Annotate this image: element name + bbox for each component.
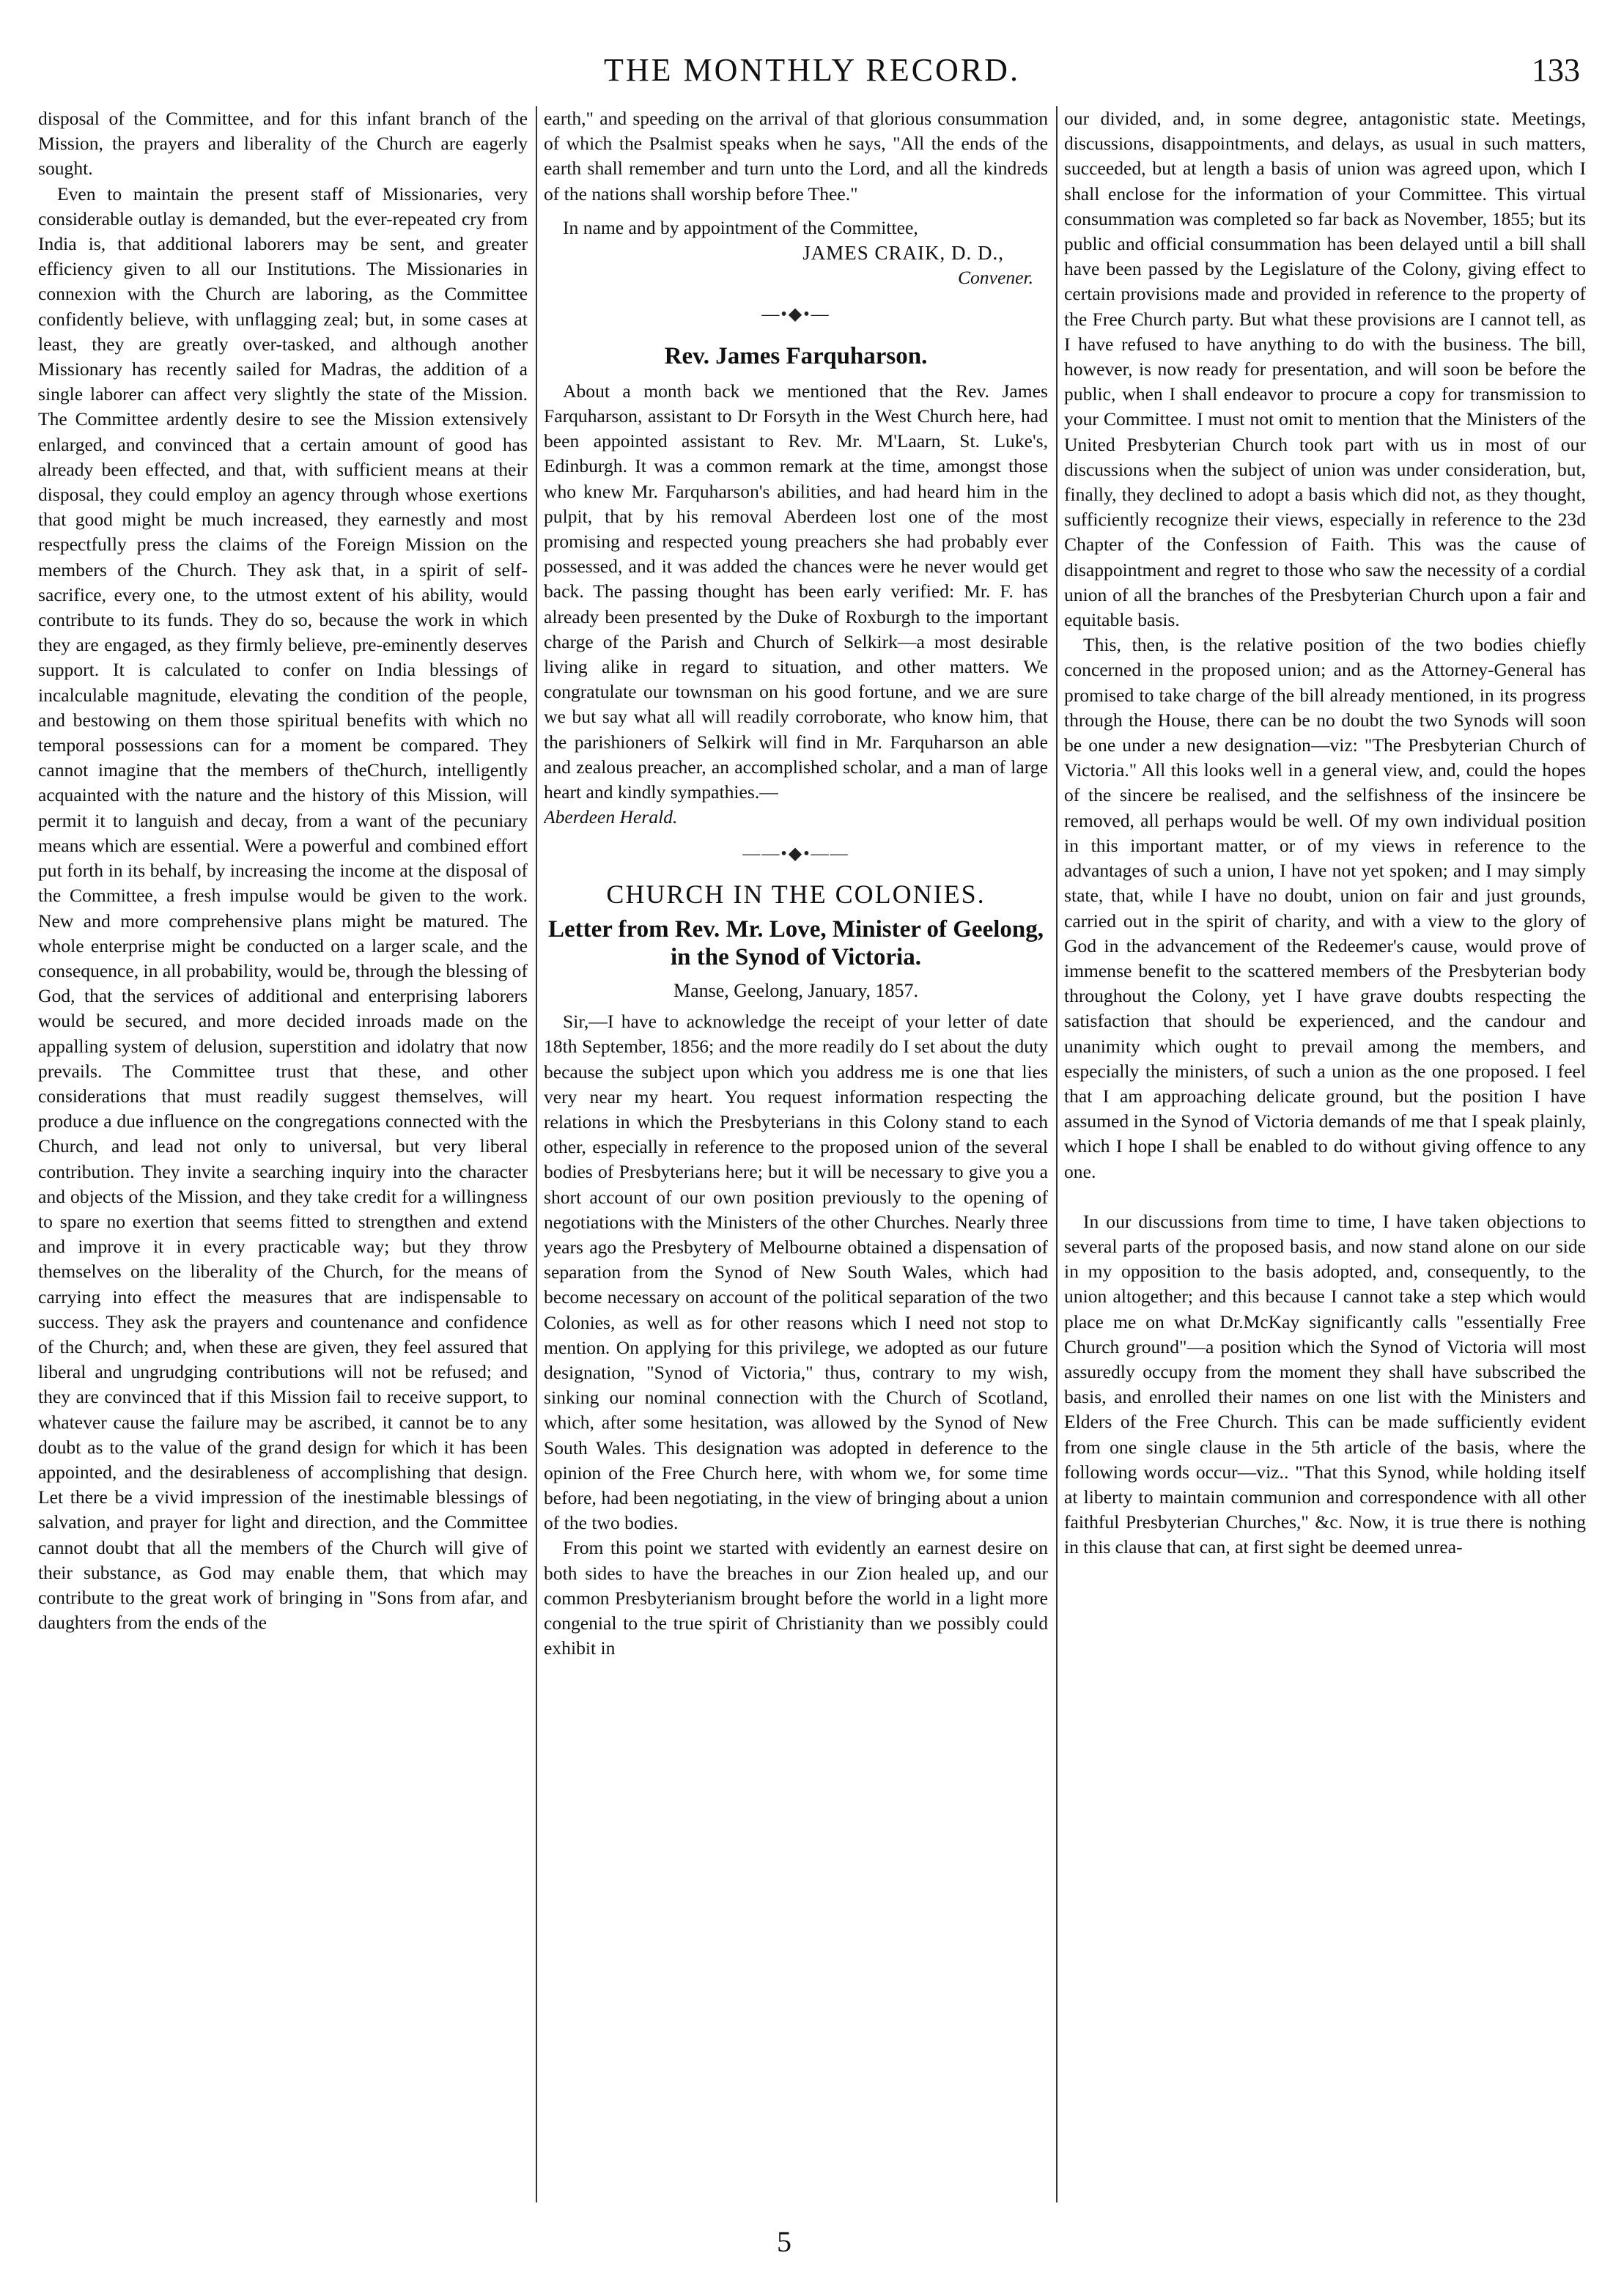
paragraph: In our discussions from time to time, I have taken objections to several parts of the proposed basis, and now stand alone on our side in my opposition to the basis adopted, and, consequently, to the union altogether; and this because I cannot take a step which would place me on what Dr.McKay significantly calls "essentially Free Church ground"—a position which the Synod of Victoria will most assuredly occupy from the moment they shall have subscribed the basis, and enrolled their names on one list with the Ministers and Elders of the Free Church. This can be made sufficiently evident from one single clause in the 5th article of the basis, where the following words occur—viz.. "That this Synod, while holding itself at liberty to maintain communion and correspondence with all other faithful Presbyterian Churches," &c. Now, it is true there is nothing in this clause that can, at first sight be deemed unrea- — [1064, 1210, 1586, 1558]
ornament-divider: ——•◆•—— — [742, 844, 849, 864]
column-2 — [544, 106, 1048, 2210]
section-heading: CHURCH IN THE COLONIES. — [606, 879, 986, 909]
column-3 — [1064, 106, 1586, 2210]
column-divider — [536, 106, 537, 2202]
signature-role: Convener. — [957, 267, 1033, 289]
paragraph: About a month back we mentioned that the Rev. James Farquharson, assistant to Dr Forsyth in the West Church here, had been appointed assistant to Rev. Mr. M'Laarn, St. Luke's, Edinburgh. It was a common remark at the time, amongst those who knew Mr. Farquharson's abilities, and had heard him in the pulpit, that by his removal Aberdeen lost one of the most promising and respected young preachers she had probably ever possessed, and it was added the chances were he never would get back. The passing thought has been early verified: Mr. F. has already been presented by the Duke of Roxburgh to the important charge of the Parish and Church of Selkirk—a most desirable living alike in regard to situation, and other matters. We congratulate our townsman on his good fortune, and we are sure we but say what all will readily corroborate, who know him, that the parishioners of Selkirk will find in Mr. Farquharson an able and zealous preacher, an accomplished scholar, and a man of large heart and kindly sympathies.— — [544, 380, 1048, 803]
signature-mark: 5 — [777, 2225, 791, 2258]
section-heading: Rev. James Farquharson. — [664, 342, 928, 369]
page-header — [0, 51, 1624, 103]
paragraph: Sir,—I have to acknowledge the receipt of your letter of date 18th September, 1856; and the more readily do I set about the duty because the subject upon which you address me is one that lies very near my heart. You request information respecting the relations in which the Presbyterians in this Colony stand to each other, especially in reference to the proposed union of the several bodies of Presbyterians here; but it will be necessary to give you a short account of our own position previously to the opening of negotiations with the Ministers of the other Churches. Nearly three years ago the Presbytery of Melbourne obtained a dispensation of separation from the Synod of New South Wales, which had become necessary on account of the political separation of the two Colonies, as well as for other reasons which I need not stop to mention. On applying for this privilege, we adopted as our future designation, "Synod of Victoria," thus, contrary to my wish, sinking our nominal connection with the Church of Scotland, which, after some hesitation, was allowed by the Synod of New South Wales. This designation was adopted in deference to the opinion of the Free Church here, with whom we, for some time before, had been negotiating, in the view of bringing about a union of the two bodies. — [544, 1011, 1048, 1534]
paragraph: earth," and speeding on the arrival of that glorious consummation of which the Psalmist speaks when he says, "All the ends of the earth shall remember and turn unto the Lord, and all the kindreds of the nations shall worship before Thee." — [544, 108, 1048, 204]
paragraph: disposal of the Committee, and for this infant branch of the Mission, the prayers and liberality of the Church are eagerly sought. — [38, 108, 528, 180]
signature-name: JAMES CRAIK, D. D., — [802, 242, 1004, 265]
ornament-divider: —•◆•— — [761, 305, 830, 325]
page-number: 133 — [1532, 52, 1580, 88]
paragraph: In name and by appointment of the Committee, — [563, 216, 918, 238]
source-credit: Aberdeen Herald. — [544, 806, 678, 828]
letter-title: Letter from Rev. Mr. Love, Minister of Geelong, in the Synod of Victoria. — [547, 915, 1044, 970]
paragraph: Even to maintain the present staff of Missionaries, very considerable outlay is demanded, but the ever-repeated cry from India is, that additional laborers may be sent, and greater efficiency given to all our Institutions. The Missionaries in connexion with the Church are laboring, as the Committee confidently believe, with unflagging zeal; but, in some cases at least, they are greatly over-tasked, and although another Missionary has recently sailed for Madras, the addition of a single laborer can affect very slightly the state of the Mission. The Committee ardently desire to see the Mission extensively enlarged, and convinced that a certain amount of good has already been effected, and that, with sufficient means at their disposal, they could employ an agency through whose exertions that good might be much increased, they earnestly and most respectfully press the claims of the Foreign Mission on the members of the Church. They ask that, in a spirit of self-sacrifice, every one, to the utmost extent of his ability, would contribute to its funds. They do so, because the work in which they are engaged, as they firmly believe, pre-eminently deserves support. It is calculated to confer on India blessings of incalculable magnitude, elevating the condition of the people, and bestowing on them those spiritual benefits with which no temporal possessions can for a moment be compared. They cannot imagine that the members of theChurch, intelligently acquainted with the nature and the history of this Mission, will permit it to languish and decay, from a want of the pecuniary means which are essential. Were a powerful and combined effort put forth in its behalf, by increasing the income at the disposal of the Committee, a fresh impulse would be given to the work. New and more comprehensive plans might be matured. The whole enterprise might be conducted on a larger scale, and the consequence, in all probability, would be, through the blessing of God, that the services of additional and enterprising laborers would be secured, and more decided inroads made on the appalling system of delusion, superstition and idolatry that now prevails. The Committee trust that these, and other considerations that must readily suggest themselves, will produce a due influence on the congregations connected with the Church, and lead not only to universal, but very liberal contribution. They invite a searching inquiry into the character and objects of the Mission, and they take credit for a willingness to spare no exertion that seems fitted to strengthen and extend and improve it in every practicable way; but they throw themselves on the liberality of the Church, for the means of carrying into effect the measures that are indispensable to success. They ask the prayers and countenance and confidence of the Church; and, when these are given, they feel assured that liberal and ungrudging contributions will not be refused; and they are convinced that if this Mission fail to receive support, to whatever cause the failure may be ascribed, it cannot be to any doubt as to the value of the grand design for which it has been appointed, and the desirableness of accomplishing that design. Let there be a vivid impression of the inestimable blessings of salvation, and prayer for light and direction, and the Committee cannot doubt that all the members of the Church will give of their substance, as God may enable them, that which may contribute to the great work of bringing in "Sons from afar, and daughters from the ends of the — [38, 182, 528, 1634]
paragraph: From this point we started with evidently an earnest desire on both sides to have the breaches in our Zion healed up, and our common Presbyterianism brought before the world in a light more congenial to the true spirit of Christianity than we possibly could exhibit in — [544, 1537, 1048, 1659]
paragraph: This, then, is the relative position of the two bodies chiefly concerned in the proposed union; and as the Attorney-General has promised to take charge of the bill already mentioned, in its progress through the House, there can be no doubt the two Synods will soon be one under a new designation—viz: "The Presbyterian Church of Victoria." All this looks well in a general view, and, could the hopes of the sincere be realised, and the selfishness of the insincere be removed, all perhaps would be well. Of my own individual position in this important matter, or of my views in reference to the advantages of such a union, I have not yet spoken; and I may simply state, that, while I have no doubt, union on fair and just grounds, carried out in the spirit of charity, and with a view to the glory of God in the advancement of the Redeemer's cause, would prove of immense benefit to the scattered members of the Presbyterian body throughout the Colony, yet I have grave doubts respecting the satisfaction that should be experienced, and the candour and unanimity which ought to prevail among the members, and especially the ministers, of such a union as the one proposed. I feel that I am approaching delicate ground, but the position I have assumed in the Synod of Victoria demands of me that I speak plainly, which I hope I shall be enabled to do without giving offence to any one. — [1064, 634, 1586, 1182]
column-divider — [1056, 106, 1058, 2202]
paragraph: our divided, and, in some degree, antagonistic state. Meetings, discussions, disappointments, and delays, as usual in such matters, succeeded, but at length a basis of union was agreed upon, which I shall enclose for the information of your Committee. This virtual consummation was completed so far back as November, 1855; but its public and official consummation has been delayed until a bill shall have been passed by the Legislature of the Colony, giving effect to certain provisions made and provided in reference to the property of the Free Church party. But what these provisions are I cannot tell, as I have refused to have anything to do with the business. The bill, however, is now ready for presentation, and will soon be before the public, when I shall endeavor to procure a copy for transmission to your Committee. I must not omit to mention that the Ministers of the United Presbyterian Church took part with us in most of our discussions when the subject of union was under consideration, but, finally, they declined to adopt a basis which did not, as they thought, sufficiently recognize their views, especially in reference to the 23d Chapter of the Confession of Faith. This was the cause of disappointment and regret to those who saw the necessity of a cordial union of all the branches of the Presbyterian Church upon a fair and equitable basis. — [1064, 108, 1586, 631]
column-1 — [38, 106, 528, 2210]
dateline: Manse, Geelong, January, 1857. — [673, 979, 919, 1001]
running-title: THE MONTHLY RECORD. — [604, 52, 1020, 88]
